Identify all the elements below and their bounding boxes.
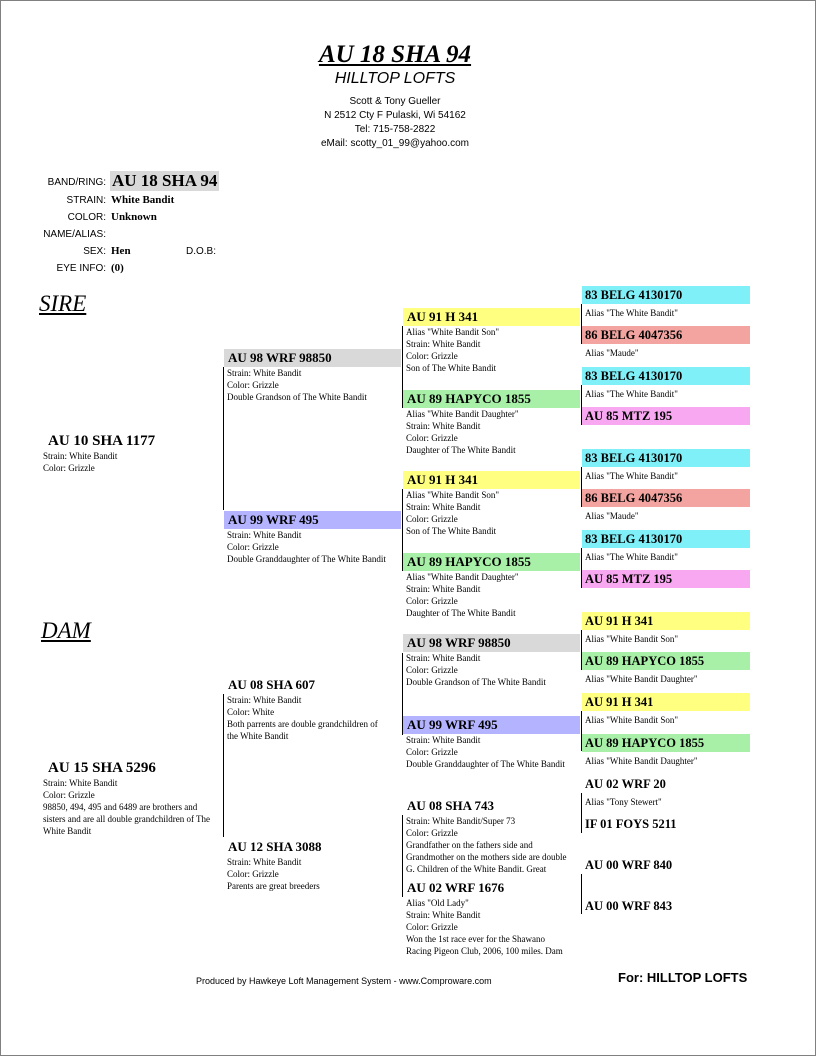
gen4-alias-10: Alias "White Bandit Daughter" (585, 674, 698, 684)
gen2-info-3: Strain: White Bandit Color: White Both parrents are double grandchildren of the White Bandit (227, 695, 378, 741)
dam-info: Strain: White Bandit Color: Grizzle 98850, 494, 495 and 6489 are brothers and sisters and are all double grandchildren of The White Bandit (43, 778, 211, 836)
gen4-box-15 (582, 856, 750, 874)
gen4-box-6 (582, 489, 750, 522)
color-label: COLOR: (67, 212, 106, 223)
gen4-name-5: 83 BELG 4130170 (582, 449, 750, 467)
gen4-box-16 (582, 897, 750, 915)
gen3-box-2 (403, 390, 580, 456)
gen2-box-3 (224, 676, 401, 742)
gen3-name-8: AU 02 WRF 1676 (407, 880, 505, 895)
gen4-box-4 (582, 407, 750, 425)
gen3-name-5: AU 98 WRF 98850 (403, 634, 580, 652)
gen4-alias-9: Alias "White Bandit Son" (585, 634, 679, 644)
gen4-alias-11: Alias "White Bandit Son" (585, 715, 679, 725)
gen4-box-3 (582, 367, 750, 400)
loft-name: HILLTOP LOFTS (334, 70, 456, 87)
strain-label: STRAIN: (66, 195, 106, 206)
gen4-name-14: IF 01 FOYS 5211 (585, 817, 677, 831)
color-value: Unknown (111, 211, 157, 223)
gen4-box-10 (582, 652, 750, 685)
gen4-name-16: AU 00 WRF 843 (585, 899, 673, 913)
gen3-info-3: Alias "White Bandit Son" Strain: White Bandit Color: Grizzle Son of The White Bandit (406, 490, 500, 536)
gen4-name-12: AU 89 HAPYCO 1855 (582, 734, 750, 752)
dam-name: AU 15 SHA 5296 (48, 760, 156, 776)
gen3-info-8: Alias "Old Lady" Strain: White Bandit Color: Grizzle Won the 1st race ever for the Shawano Racing Pigeon Club, 2006, 100 miles. Dam (406, 898, 563, 956)
gen3-name-1: AU 91 H 341 (403, 308, 580, 326)
gen3-info-5: Strain: White Bandit Color: Grizzle Double Grandson of The White Bandit (406, 653, 546, 687)
gen3-name-4: AU 89 HAPYCO 1855 (403, 553, 580, 571)
gen3-name-2: AU 89 HAPYCO 1855 (403, 390, 580, 408)
gen4-name-2: 86 BELG 4047356 (582, 326, 750, 344)
gen2-name-3: AU 08 SHA 607 (228, 677, 316, 692)
gen3-box-4 (403, 553, 580, 619)
gen4-name-6: 86 BELG 4047356 (582, 489, 750, 507)
gen4-box-12 (582, 734, 750, 767)
sire-box (43, 432, 219, 474)
gen4-box-11 (582, 693, 750, 726)
owner-name: Scott & Tony Gueller (349, 96, 441, 107)
gen3-box-5 (403, 634, 580, 688)
gen4-box-9 (582, 612, 750, 645)
sire-section-label: SIRE (39, 291, 87, 316)
gen3-box-1 (403, 308, 580, 374)
gen3-name-3: AU 91 H 341 (403, 471, 580, 489)
gen4-name-7: 83 BELG 4130170 (582, 530, 750, 548)
gen3-box-8 (403, 879, 580, 957)
dam-section-label: DAM (41, 618, 91, 643)
gen4-name-10: AU 89 HAPYCO 1855 (582, 652, 750, 670)
for-loft-footer: For: HILLTOP LOFTS (618, 970, 748, 985)
gen3-info-1: Alias "White Bandit Son" Strain: White Bandit Color: Grizzle Son of The White Bandit (406, 327, 500, 373)
eye-info-value: (0) (111, 262, 124, 274)
dob-label: D.O.B: (186, 246, 217, 257)
gen2-name-2: AU 99 WRF 495 (224, 511, 401, 529)
owner-address: N 2512 Cty F Pulaski, Wi 54162 (324, 110, 466, 121)
owner-email: eMail: scotty_01_99@yahoo.com (320, 138, 469, 149)
sex-value: Hen (111, 245, 131, 257)
gen4-name-11: AU 91 H 341 (582, 693, 750, 711)
gen3-box-3 (403, 471, 580, 537)
gen4-alias-13: Alias "Tony Stewert" (585, 797, 662, 807)
band-label: BAND/RING: (47, 177, 106, 188)
gen3-info-4: Alias "White Bandit Daughter" Strain: White Bandit Color: Grizzle Daughter of The White Bandit (406, 572, 519, 618)
gen4-name-3: 83 BELG 4130170 (582, 367, 750, 385)
gen3-info-2: Alias "White Bandit Daughter" Strain: White Bandit Color: Grizzle Daughter of The White Bandit (406, 409, 519, 455)
gen2-name-1: AU 98 WRF 98850 (224, 349, 401, 367)
gen4-box-14 (582, 815, 750, 833)
gen4-box-7 (582, 530, 750, 563)
strain-value: White Bandit (111, 194, 175, 206)
gen3-box-6 (403, 716, 580, 770)
gen2-info-1: Strain: White Bandit Color: Grizzle Double Grandson of The White Bandit (227, 368, 367, 402)
gen4-name-13: AU 02 WRF 20 (585, 777, 666, 791)
gen3-name-6: AU 99 WRF 495 (403, 716, 580, 734)
sex-label: SEX: (83, 246, 106, 257)
pedigree-title: AU 18 SHA 94 (318, 41, 472, 68)
produced-by-footer: Produced by Hawkeye Loft Management System - www.Comproware.com (196, 976, 492, 986)
gen3-box-7 (403, 797, 580, 875)
gen4-name-8: AU 85 MTZ 195 (582, 570, 750, 588)
gen4-box-5 (582, 449, 750, 482)
gen4-box-13 (582, 775, 750, 808)
gen4-alias-5: Alias "The White Bandit" (585, 471, 678, 481)
gen4-name-15: AU 00 WRF 840 (585, 858, 673, 872)
gen2-info-4: Strain: White Bandit Color: Grizzle Parents are great breeders (227, 857, 320, 891)
owner-phone: Tel: 715-758-2822 (354, 124, 436, 135)
name-alias-label: NAME/ALIAS: (43, 229, 106, 240)
gen4-alias-2: Alias "Maude" (585, 348, 639, 358)
gen4-box-1 (582, 286, 750, 319)
band-value: AU 18 SHA 94 (112, 171, 218, 190)
gen4-alias-3: Alias "The White Bandit" (585, 389, 678, 399)
sire-name: AU 10 SHA 1177 (48, 433, 156, 449)
gen2-box-2 (224, 511, 401, 565)
gen4-alias-6: Alias "Maude" (585, 511, 639, 521)
gen4-name-4: AU 85 MTZ 195 (582, 407, 750, 425)
gen3-info-6: Strain: White Bandit Color: Grizzle Double Granddaughter of The White Bandit (406, 735, 565, 769)
gen4-alias-12: Alias "White Bandit Daughter" (585, 756, 698, 766)
gen4-box-2 (582, 326, 750, 359)
gen3-info-7: Strain: White Bandit/Super 73 Color: Grizzle Grandfather on the fathers side and Grandmother on the mothers side are double G. Children of the White Bandit. Great (406, 816, 567, 874)
gen3-name-7: AU 08 SHA 743 (407, 798, 495, 813)
sire-info: Strain: White Bandit Color: Grizzle (43, 451, 118, 473)
gen4-alias-1: Alias "The White Bandit" (585, 308, 678, 318)
dam-box (43, 759, 221, 837)
gen4-name-9: AU 91 H 341 (582, 612, 750, 630)
gen2-box-4 (224, 838, 401, 892)
gen4-alias-7: Alias "The White Bandit" (585, 552, 678, 562)
gen2-name-4: AU 12 SHA 3088 (228, 839, 322, 854)
eye-info-label: EYE INFO: (56, 263, 106, 274)
gen4-box-8 (582, 570, 750, 588)
gen4-name-1: 83 BELG 4130170 (582, 286, 750, 304)
gen2-info-2: Strain: White Bandit Color: Grizzle Double Granddaughter of The White Bandit (227, 530, 386, 564)
gen2-box-1 (224, 349, 401, 403)
